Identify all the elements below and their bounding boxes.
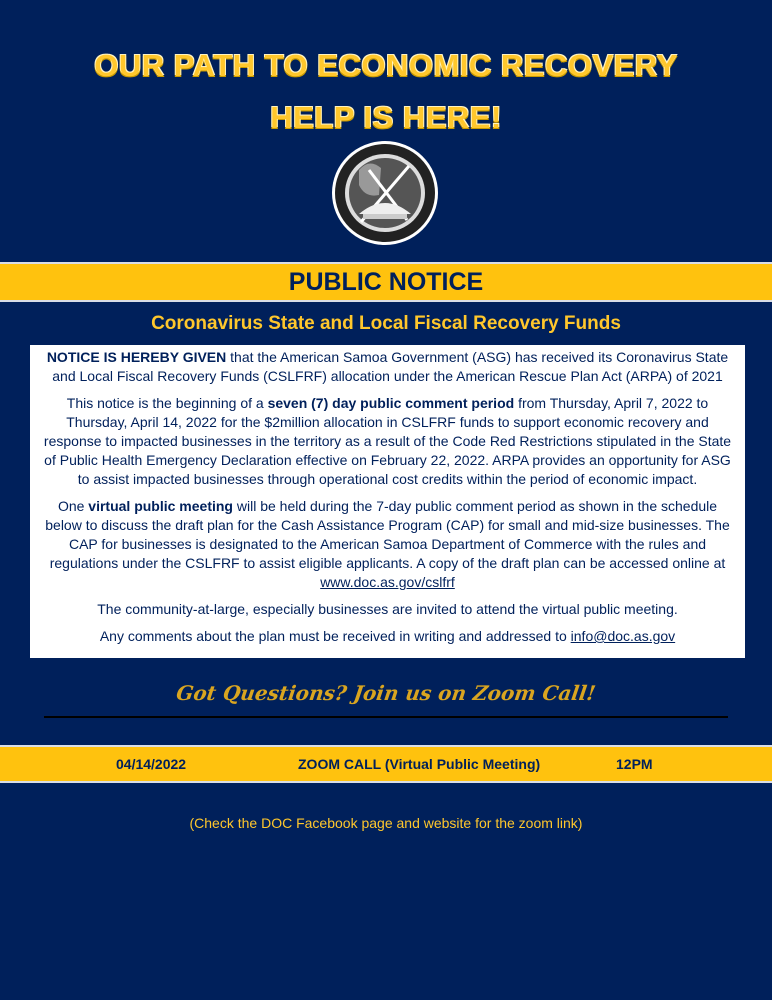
text: This notice is the beginning of a (66, 395, 268, 411)
paragraph-notice (40, 348, 735, 386)
comment-period-bold: seven (7) day public comment period (267, 395, 515, 411)
american-samoa-seal-logo (331, 140, 439, 246)
schedule-row (0, 745, 772, 783)
text: will be held during the 7-day public comment period as shown in the schedule below to discuss the draft plan for the Cash Assistance Program (CAP) for small and mid-size businesses. The CAP for businesses is designated to the American Samoa Department of Commerce with the rules and regulations under the CSLFRF to assist eligible applicants. A copy of the draft plan can be accessed online at (45, 498, 730, 571)
lower-section (0, 345, 772, 833)
text: that the American Samoa Government (ASG) has received its Coronavirus State and Local Fiscal Recovery Funds (CSLFRF) allocation under the American Rescue Plan Act (ARPA) of 2021 (52, 349, 729, 384)
notice-body (30, 345, 745, 658)
schedule-date: 04/14/2022 (116, 756, 187, 772)
text: Any comments about the plan must be received in writing and addressed to (99, 628, 571, 644)
footer-note: (Check the DOC Facebook page and website for the zoom link) (189, 815, 583, 831)
notice-given-bold: NOTICE IS HEREBY GIVEN (46, 349, 227, 365)
paragraph-invitation: The community-at-large, especially businesses are invited to attend the virtual public meeting. (97, 601, 678, 617)
text: from Thursday, April 7, 2022 to Thursday, April 14, 2022 for the $2million allocation in CSLFRF funds to support economic recovery and response to impacted businesses in the territory as a result of the Code Red Restrictions stipulated in the State of Public Health Emergency Declaration effective on February 22, 2022. ARPA provides an opportunity for ASG to assist impacted businesses through operational cost credits within the period of economic impact. (43, 395, 732, 487)
email-link[interactable]: info@doc.as.gov (570, 628, 676, 644)
schedule-event: ZOOM CALL (Virtual Public Meeting) (298, 756, 541, 772)
title-line-1: OUR PATH TO ECONOMIC RECOVERY (94, 48, 678, 83)
divider (44, 716, 728, 718)
paragraph-comments (40, 627, 735, 646)
questions-heading: Got Questions? Join us on Zoom Call! (174, 681, 598, 705)
paragraph-meeting (40, 497, 735, 592)
virtual-meeting-bold: virtual public meeting (88, 498, 233, 514)
subtitle: Coronavirus State and Local Fiscal Recovery Funds (151, 313, 621, 334)
paragraph-comment-period (40, 394, 735, 489)
text: One (57, 498, 89, 514)
schedule-time: 12PM (616, 756, 653, 772)
draft-plan-link[interactable]: www.doc.as.gov/cslfrf (320, 574, 455, 590)
public-notice-banner: PUBLIC NOTICE (0, 262, 772, 302)
title-line-2: HELP IS HERE! (270, 100, 502, 135)
